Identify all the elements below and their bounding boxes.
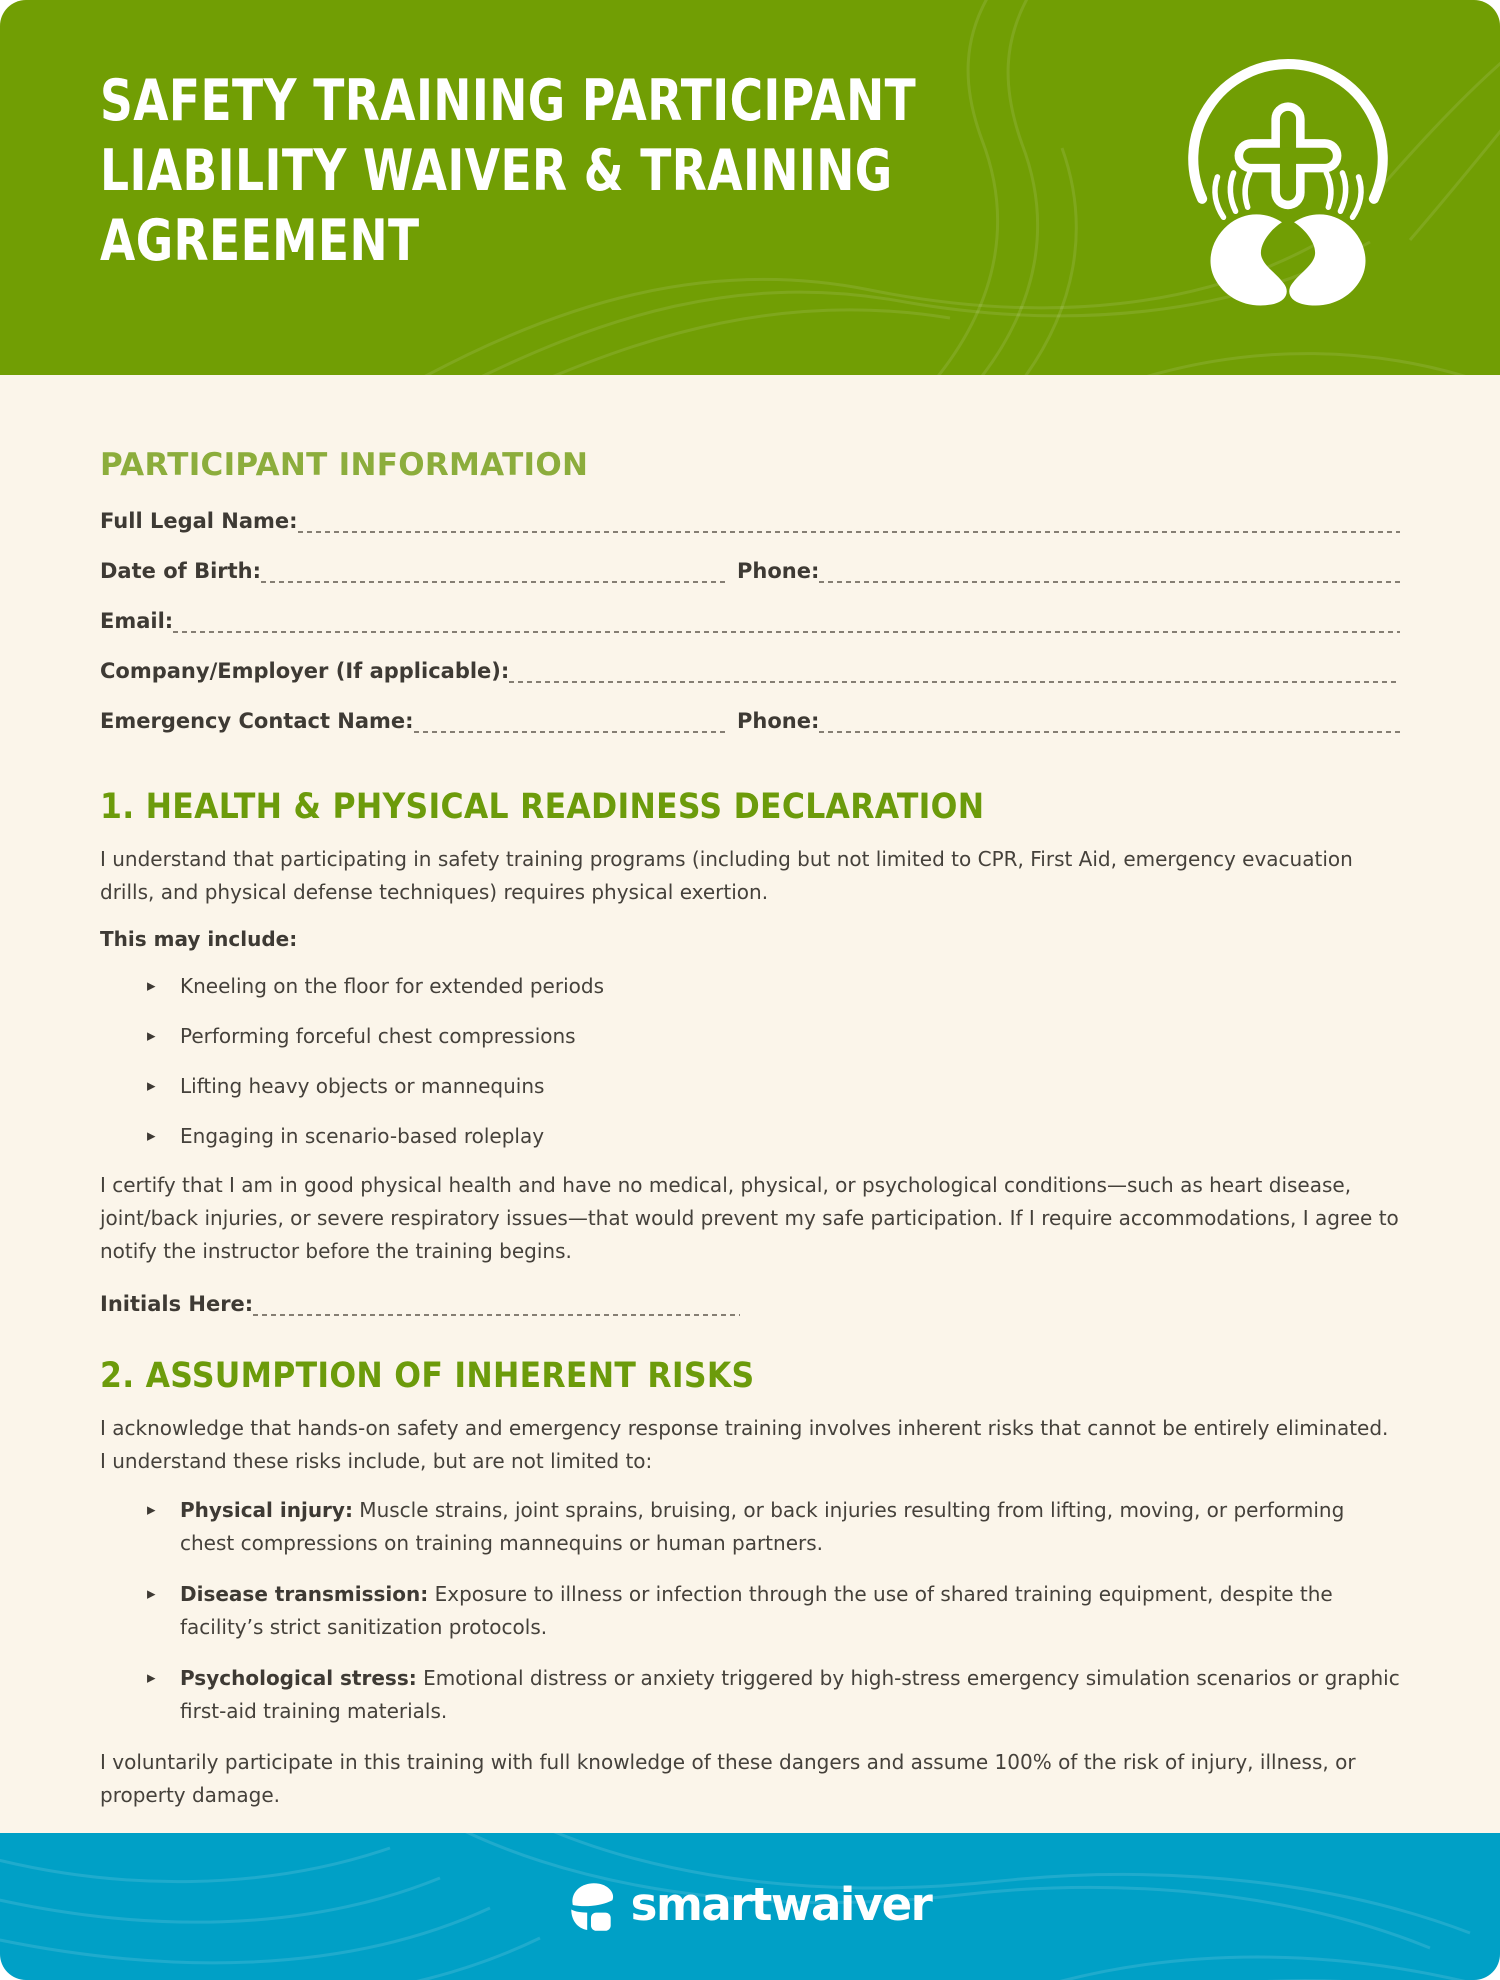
section1-certify: I certify that I am in good physical health and have no medical, physical, or psychological conditions—such as heart disease, joint/back injuries, or severe respiratory issues—that would prevent my safe participation. If I require accommodations, I agree to notify the instructor before the training begins. xyxy=(100,1173,1399,1263)
list-item xyxy=(145,1578,1400,1644)
list-item: ▸ Lifting heavy objects or mannequins xyxy=(145,1070,1400,1103)
section2-intro: I acknowledge that hands-on safety and emergency response training involves inherent risks that cannot be entirely eliminated. I understand these risks include, but are not limited to: xyxy=(100,1416,1389,1473)
bullet-lead: Physical injury: xyxy=(180,1498,353,1522)
company-field[interactable] xyxy=(509,659,1400,683)
phone-label: Phone: xyxy=(737,559,820,583)
section2-heading: 2. ASSUMPTION OF INHERENT RISKS xyxy=(100,1356,755,1396)
document-title xyxy=(100,66,916,276)
list-item xyxy=(145,1662,1400,1728)
document-footer xyxy=(0,1833,1500,1980)
section1-intro: I understand that participating in safety training programs (including but not limited to CPR, First Aid, emergency evacuation drills, and physical defense techniques) requires physical exertion. xyxy=(100,847,1353,904)
title-line-1: SAFETY TRAINING PARTICIPANT xyxy=(100,68,917,134)
section2-bullet-list xyxy=(100,1494,1400,1728)
initials-row xyxy=(100,1288,1400,1316)
title-line-3: AGREEMENT xyxy=(100,208,420,274)
dob-field[interactable] xyxy=(261,559,728,583)
email-label: Email: xyxy=(100,609,174,633)
hands-holding-medical-cross-icon xyxy=(1177,58,1399,310)
bullet-lead: Disease transmission: xyxy=(180,1582,429,1606)
full-name-row xyxy=(100,505,1400,533)
emergency-phone-label: Phone: xyxy=(737,709,820,733)
bullet-text: Exposure to illness or infection through the use of shared training equipment, despite the facility’s strict sanitization protocols. xyxy=(180,1582,1333,1639)
smartwaiver-wordmark: smartwaiver xyxy=(630,1878,932,1931)
email-row xyxy=(100,605,1400,633)
bullet-text: Emotional distress or anxiety triggered by high-stress emergency simulation scenarios or graphic first-aid training materials. xyxy=(180,1666,1400,1723)
smartwaiver-logo xyxy=(569,1879,932,1934)
full-name-label: Full Legal Name: xyxy=(100,509,298,533)
dob-phone-row xyxy=(100,555,1400,583)
list-item: ▸ Performing forceful chest compressions xyxy=(145,1020,1400,1053)
section1-bullet-list xyxy=(100,970,1400,1153)
list-item xyxy=(145,1494,1400,1560)
emergency-name-field[interactable] xyxy=(414,709,728,733)
title-line-2: LIABILITY WAIVER & TRAINING xyxy=(100,138,893,204)
initials-label: Initials Here: xyxy=(100,1292,254,1316)
bullet-text: Muscle strains, joint sprains, bruising, or back injuries resulting from lifting, moving, or performing chest compressions on training mannequins or human partners. xyxy=(180,1498,1345,1555)
dob-label: Date of Birth: xyxy=(100,559,262,583)
list-item: ▸ Kneeling on the floor for extended periods xyxy=(145,970,1400,1003)
company-label: Company/Employer (If applicable): xyxy=(100,659,510,683)
emergency-name-label: Emergency Contact Name: xyxy=(100,709,414,733)
emergency-contact-row xyxy=(100,705,1400,733)
document-header xyxy=(0,0,1500,375)
section1-list-label: This may include: xyxy=(100,927,298,951)
list-item: ▸ Engaging in scenario-based roleplay xyxy=(145,1120,1400,1153)
section2-closing: I voluntarily participate in this training with full knowledge of these dangers and assume 100% of the risk of injury, illness, or property damage. xyxy=(100,1750,1356,1807)
section1-heading: 1. HEALTH & PHYSICAL READINESS DECLARATION xyxy=(100,787,985,827)
document-body xyxy=(0,447,1500,1812)
smartwaiver-mark-icon xyxy=(569,1879,616,1934)
company-row xyxy=(100,655,1400,683)
initials-field[interactable] xyxy=(253,1292,740,1316)
email-field[interactable] xyxy=(173,609,1400,633)
emergency-phone-field[interactable] xyxy=(819,709,1400,733)
phone-field[interactable] xyxy=(819,559,1400,583)
full-name-field[interactable] xyxy=(298,509,1400,533)
participant-information-heading: PARTICIPANT INFORMATION xyxy=(100,447,589,483)
bullet-lead: Psychological stress: xyxy=(180,1666,417,1690)
